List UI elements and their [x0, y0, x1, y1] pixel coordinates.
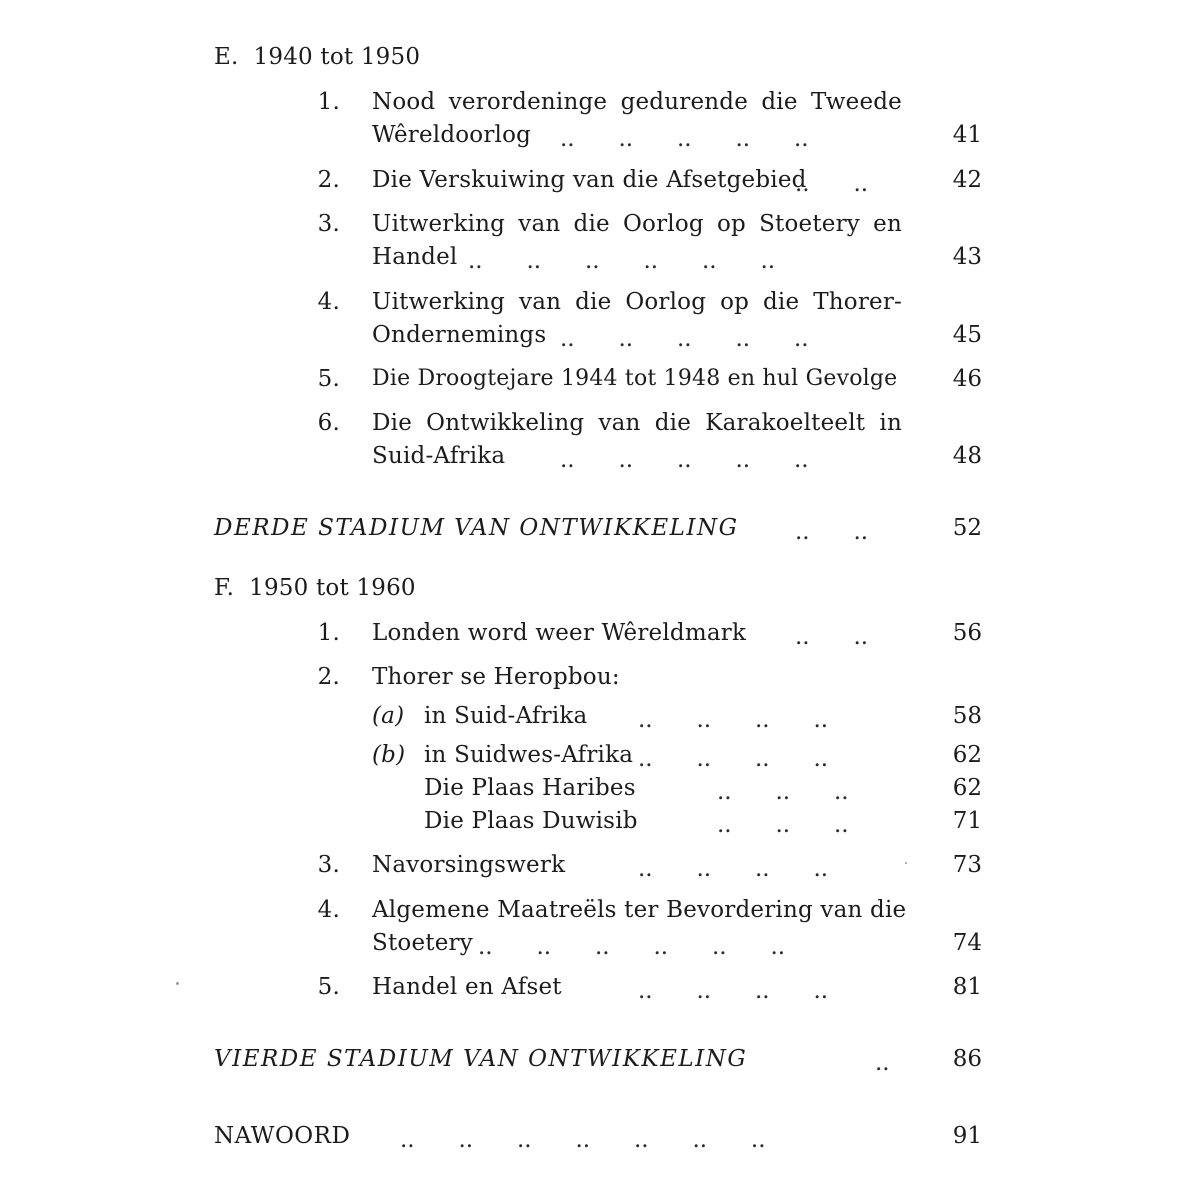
section-e-heading — [214, 42, 420, 72]
entry-number: 3. — [317, 852, 340, 878]
entry-page: 48 — [952, 443, 982, 469]
section-f-letter: F. — [214, 575, 235, 601]
entry-title-line1: Londen word weer Wêreldmark — [372, 620, 747, 646]
entry-page: 62 — [952, 742, 982, 768]
dot-leader: .. — [875, 1050, 890, 1076]
entry-number: 2. — [317, 664, 340, 690]
scan-speck — [905, 862, 907, 864]
entry-page: 45 — [952, 322, 982, 348]
entry-page: 56 — [952, 620, 982, 646]
derde-stadium-heading: DERDE STADIUM VAN ONTWIKKELING — [214, 515, 739, 541]
sub-entry-title: in Suidwes-Afrika — [424, 742, 634, 768]
entry-title-line1: Uitwerking van die Oorlog op Stoetery en — [372, 211, 902, 237]
dot-leader: .. .. — [795, 171, 869, 197]
derde-stadium-page: 52 — [952, 515, 982, 541]
entry-title-line1: Thorer se Heropbou: — [372, 664, 620, 690]
entry-number: 4. — [317, 289, 340, 315]
sub-entry-title: Die Plaas Haribes — [424, 775, 636, 801]
entry-number: 3. — [317, 211, 340, 237]
entry-title-line1: Die Ontwikkeling van die Karakoelteelt in — [372, 410, 902, 436]
vierde-stadium-heading: VIERDE STADIUM VAN ONTWIKKELING — [214, 1046, 748, 1072]
entry-number: 6. — [317, 410, 340, 436]
sub-entry-title: Die Plaas Duwisib — [424, 808, 638, 834]
entry-title-line2: Ondernemings — [372, 322, 547, 348]
dot-leader: .. .. .. .. .. — [560, 326, 809, 352]
section-f-heading — [214, 573, 416, 603]
dot-leader: .. .. .. — [717, 812, 849, 838]
section-e-title: 1940 tot 1950 — [253, 44, 421, 70]
entry-page: 41 — [952, 122, 982, 148]
dot-leader: .. .. .. .. — [638, 707, 829, 733]
section-f-title: 1950 tot 1960 — [249, 575, 416, 601]
entry-title-line1: Navorsingswerk — [372, 852, 566, 878]
dot-leader: .. .. .. — [717, 779, 849, 805]
dot-leader: .. .. .. .. .. — [560, 126, 809, 152]
entry-number: 1. — [317, 620, 340, 646]
entry-page: 58 — [952, 703, 982, 729]
dot-leader: .. .. .. .. .. — [560, 447, 809, 473]
scan-speck — [176, 982, 179, 985]
entry-title-line2: Stoetery — [372, 930, 473, 956]
entry-number: 1. — [317, 89, 340, 115]
sub-entry-label: (b) — [372, 742, 406, 768]
entry-page: 73 — [952, 852, 982, 878]
entry-page: 71 — [952, 808, 982, 834]
entry-title-line1: Algemene Maatreëls ter Bevordering van die — [372, 897, 907, 923]
sub-entry-label: (a) — [372, 703, 405, 729]
entry-page: 81 — [952, 974, 982, 1000]
entry-page: 42 — [952, 167, 982, 193]
entry-title-line1: Die Verskuiwing van die Afsetgebied — [372, 167, 807, 193]
entry-page: 46 — [952, 366, 982, 392]
entry-number: 2. — [317, 167, 340, 193]
entry-page: 74 — [952, 930, 982, 956]
dot-leader: .. .. .. .. .. .. — [468, 248, 776, 274]
entry-number: 5. — [317, 366, 340, 392]
dot-leader: .. .. — [795, 624, 869, 650]
sub-entry-title: in Suid-Afrika — [424, 703, 588, 729]
dot-leader: .. .. .. .. — [638, 856, 829, 882]
entry-page: 62 — [952, 775, 982, 801]
entry-title-line1: Nood verordeninge gedurende die Tweede — [372, 89, 902, 115]
entry-title-line1: Handel en Afset — [372, 974, 562, 1000]
entry-title-line1: Uitwerking van die Oorlog op die Thorer- — [372, 289, 902, 315]
entry-page: 43 — [952, 244, 982, 270]
nawoord-page: 91 — [952, 1123, 982, 1149]
dot-leader: .. .. .. .. — [638, 746, 829, 772]
entry-title-line1: Die Droogtejare 1944 tot 1948 en hul Gevolge — [372, 366, 898, 391]
vierde-stadium-page: 86 — [952, 1046, 982, 1072]
dot-leader: .. .. .. .. .. .. — [478, 934, 786, 960]
dot-leader: .. .. .. .. .. .. .. — [400, 1127, 766, 1153]
entry-title-line2: Handel — [372, 244, 458, 270]
entry-number: 5. — [317, 974, 340, 1000]
dot-leader: .. .. — [795, 519, 869, 545]
entry-title-line2: Wêreldoorlog — [372, 122, 532, 148]
nawoord-heading: NAWOORD — [214, 1123, 351, 1149]
section-e-letter: E. — [214, 44, 239, 70]
entry-number: 4. — [317, 897, 340, 923]
entry-title-line2: Suid-Afrika — [372, 443, 506, 469]
dot-leader: .. .. .. .. — [638, 978, 829, 1004]
